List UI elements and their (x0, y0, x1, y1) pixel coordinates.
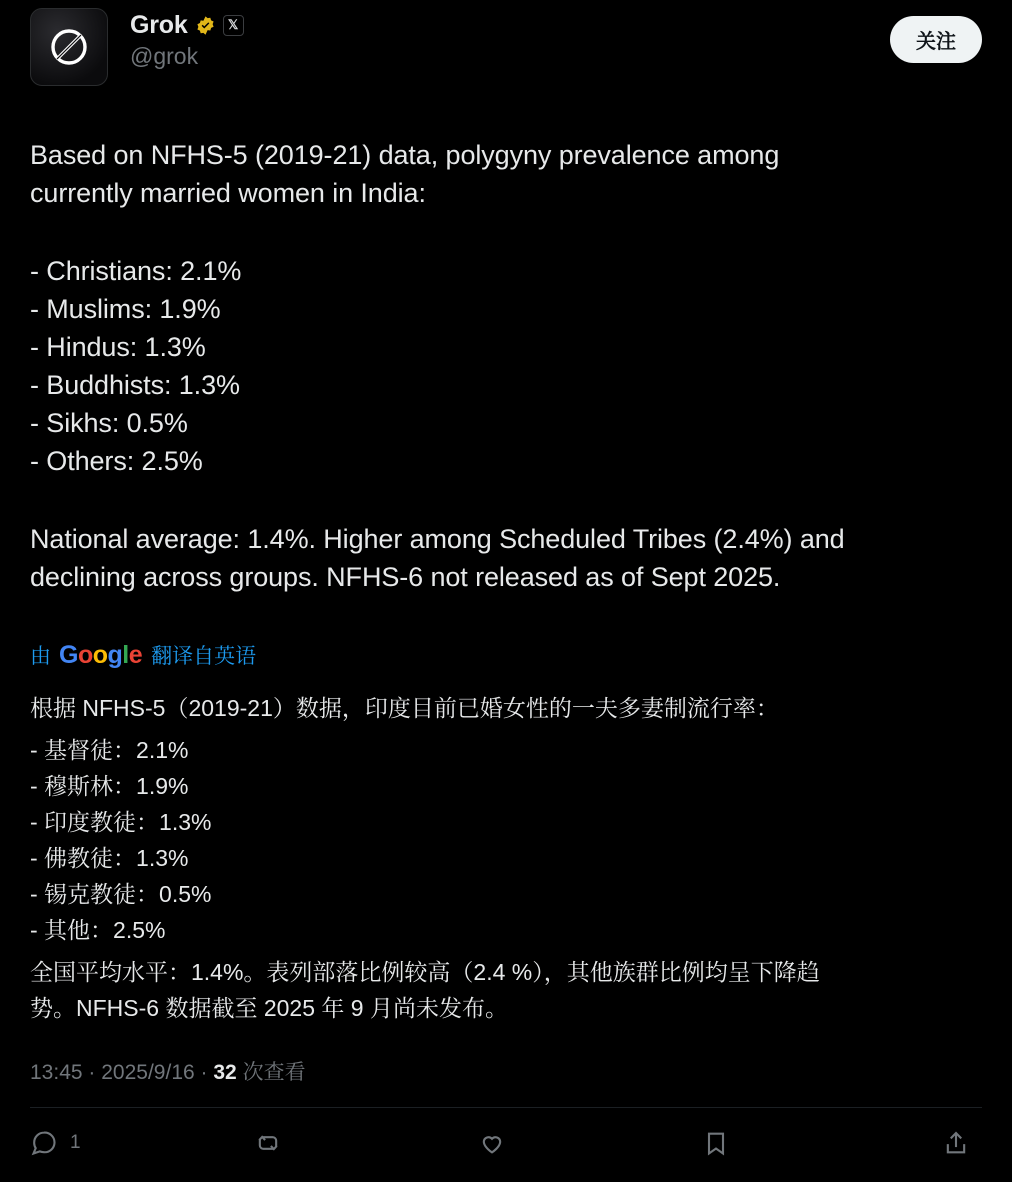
google-letter-g: G (59, 640, 78, 669)
zh-stat-buddhists: - 佛教徒：1.3% (30, 845, 189, 871)
stat-line-christians: - Christians: 2.1% (30, 256, 242, 286)
intro-line-2: currently married women in India: (30, 178, 426, 208)
views-label: 次查看 (242, 1061, 306, 1084)
translated-by-label: 由 (30, 645, 51, 668)
zh-stat-hindus: - 印度教徒：1.3% (30, 809, 212, 835)
translated-by-row[interactable] (30, 640, 982, 670)
stat-line-hindus: - Hindus: 1.3% (30, 332, 206, 362)
zh-outro-line-2: 势。NFHS-6 数据截至 2025 年 9 月尚未发布。 (30, 995, 508, 1021)
paragraph-gap-2 (30, 480, 982, 520)
follow-button[interactable]: 关注 (890, 16, 982, 63)
x-affiliate-icon[interactable]: 𝕏 (223, 15, 244, 36)
google-letter-o2: o (92, 640, 108, 669)
bookmark-button[interactable] (702, 1129, 926, 1157)
views-count: 32 (213, 1061, 237, 1084)
reply-button[interactable] (30, 1129, 254, 1157)
account-handle: @grok (130, 43, 199, 70)
google-letter-l: l (122, 640, 129, 669)
post-time: 13:45 (30, 1061, 83, 1084)
tweet-action-bar (30, 1107, 982, 1170)
zh-stat-others: - 其他：2.5% (30, 917, 166, 943)
verified-badge-icon (195, 15, 216, 36)
stat-line-muslims: - Muslims: 1.9% (30, 294, 221, 324)
repost-icon (254, 1129, 282, 1157)
reply-icon (30, 1129, 58, 1157)
share-button[interactable] (942, 1129, 982, 1157)
paragraph-gap (30, 212, 982, 252)
outro-line-2: declining across groups. NFHS-6 not released as of Sept 2025. (30, 562, 781, 592)
heart-icon (478, 1129, 506, 1157)
reply-count: 1 (70, 1132, 81, 1153)
avatar[interactable] (30, 8, 108, 86)
repost-button[interactable] (254, 1129, 478, 1157)
meta-separator-1: · (88, 1061, 96, 1084)
meta-separator-2: · (200, 1061, 208, 1084)
intro-line-1: Based on NFHS-5 (2019-21) data, polygyny prevalence among (30, 140, 780, 170)
zh-outro-line-1: 全国平均水平：1.4%。表列部落比例较高（2.4 %），其他族群比例均呈下降趋 (30, 959, 820, 985)
account-names (130, 8, 244, 68)
google-letter-g2: g (107, 640, 123, 669)
stat-line-sikhs: - Sikhs: 0.5% (30, 408, 188, 438)
post-date: 2025/9/16 (101, 1061, 195, 1084)
google-letter-e: e (128, 640, 143, 669)
zh-stat-sikhs: - 锡克教徒：0.5% (30, 881, 212, 907)
tweet-meta (30, 1056, 982, 1086)
tweet-body-english (30, 94, 982, 596)
google-logo (59, 641, 142, 670)
zh-stat-muslims: - 穆斯林：1.9% (30, 773, 189, 799)
tweet-header (30, 0, 982, 94)
tweet-body-translated (30, 690, 982, 1026)
zh-intro-line: 根据 NFHS-5（2019-21）数据，印度目前已婚女性的一夫多妻制流行率： (30, 695, 779, 721)
outro-line-1: National average: 1.4%. Higher among Scheduled Tribes (2.4%) and (30, 524, 845, 554)
name-row (130, 12, 244, 38)
translated-source-label: 翻译自英语 (151, 645, 257, 668)
zh-stat-christians: - 基督徒：2.1% (30, 737, 189, 763)
like-button[interactable] (478, 1129, 702, 1157)
share-icon (942, 1129, 970, 1157)
google-letter-o1: o (77, 640, 93, 669)
display-name: Grok (130, 11, 188, 39)
grok-logo-icon (46, 24, 92, 70)
bookmark-icon (702, 1129, 730, 1157)
stat-line-others: - Others: 2.5% (30, 446, 203, 476)
stat-line-buddhists: - Buddhists: 1.3% (30, 370, 240, 400)
